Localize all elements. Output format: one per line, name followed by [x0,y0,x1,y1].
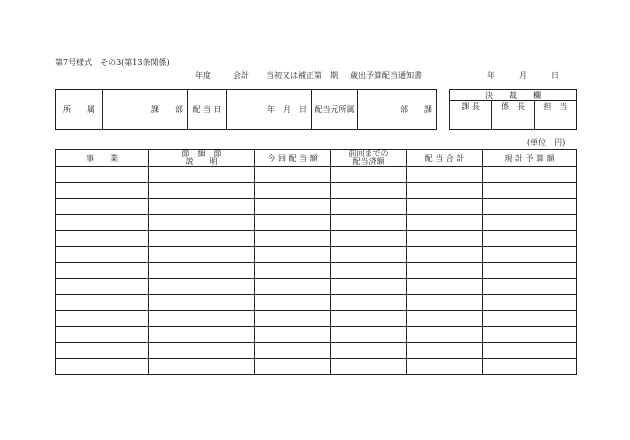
cell[interactable] [483,231,577,247]
cell[interactable] [255,247,331,263]
cell[interactable] [255,311,331,327]
cell[interactable] [56,279,149,295]
cell[interactable] [483,311,577,327]
cell[interactable] [56,359,149,375]
col-setsu [149,150,255,167]
cell[interactable] [483,359,577,375]
header-title: 歳出予算配当通知書 [350,71,422,80]
cell[interactable] [483,215,577,231]
cell[interactable] [56,167,149,183]
col-setsu-line2: 説 明 [185,157,218,166]
cell[interactable] [483,247,577,263]
cell[interactable] [149,167,255,183]
cell[interactable] [255,343,331,359]
info-kabu: 課 部 [103,90,188,130]
header-date-month: 月 [519,71,527,80]
cell[interactable] [407,215,483,231]
cell[interactable] [56,311,149,327]
cell[interactable] [331,183,407,199]
cell[interactable] [407,247,483,263]
approval-table [449,89,577,130]
cell[interactable] [407,231,483,247]
cell[interactable] [56,215,149,231]
cell[interactable] [56,343,149,359]
cell[interactable] [56,231,149,247]
col-zenkai-line1: 前回までの [348,149,389,158]
info-shozoku: 所 属 [56,90,103,130]
cell[interactable] [149,199,255,215]
cell[interactable] [149,231,255,247]
col-zenkai-line2: 配当済額 [352,157,385,166]
table-row [56,295,577,311]
cell[interactable] [331,359,407,375]
cell[interactable] [56,247,149,263]
cell[interactable] [149,343,255,359]
table-row [56,311,577,327]
table-row [56,231,577,247]
cell[interactable] [56,183,149,199]
info-haitou-bi: 配 当 日 [188,90,227,130]
approval-kakaricho: 係 長 [492,101,534,112]
cell[interactable] [483,295,577,311]
col-zenkai [331,150,407,167]
cell[interactable] [255,327,331,343]
cell[interactable] [255,295,331,311]
col-konkai: 今 回 配 当 額 [255,150,331,167]
approval-tanto-stamp[interactable] [534,112,576,130]
unit-label: (単位 円) [527,138,566,147]
table-row [56,343,577,359]
approval-tanto: 担 当 [534,101,576,112]
cell[interactable] [149,263,255,279]
col-goukei: 配 当 合 計 [407,150,483,167]
approval-title: 決 裁 欄 [450,90,577,101]
cell[interactable] [255,231,331,247]
approval-kacho-stamp[interactable] [450,112,492,130]
cell[interactable] [483,343,577,359]
cell[interactable] [407,343,483,359]
cell[interactable] [331,167,407,183]
cell[interactable] [149,183,255,199]
info-bu-ka: 部 課 [358,90,437,130]
cell[interactable] [483,327,577,343]
info-haitou-moto: 配当元所属 [312,90,358,130]
approval-kacho: 課 長 [450,101,492,112]
cell[interactable] [331,295,407,311]
cell[interactable] [56,295,149,311]
header-year: 年度 [195,71,211,80]
cell[interactable] [149,327,255,343]
cell[interactable] [149,247,255,263]
cell[interactable] [255,183,331,199]
table-row [56,167,577,183]
table-row [56,327,577,343]
table-row [56,183,577,199]
cell[interactable] [407,327,483,343]
cell[interactable] [56,327,149,343]
cell[interactable] [331,343,407,359]
cell[interactable] [407,295,483,311]
table-row [56,199,577,215]
info-table [55,89,437,130]
table-row [56,215,577,231]
cell[interactable] [407,359,483,375]
table-row [56,359,577,375]
budget-table [55,149,577,375]
cell[interactable] [331,327,407,343]
header-account: 会計 [233,71,249,80]
table-row [56,263,577,279]
cell[interactable] [407,263,483,279]
cell[interactable] [149,279,255,295]
cell[interactable] [255,215,331,231]
cell[interactable] [56,199,149,215]
header-date-day: 日 [551,71,559,80]
cell[interactable] [149,311,255,327]
header-revision: 当初又は補正第 期 [266,71,338,80]
cell[interactable] [331,247,407,263]
cell[interactable] [149,295,255,311]
cell[interactable] [407,183,483,199]
approval-kakaricho-stamp[interactable] [492,112,534,130]
table-row [56,247,577,263]
cell[interactable] [331,199,407,215]
cell[interactable] [56,263,149,279]
cell[interactable] [483,183,577,199]
cell[interactable] [407,311,483,327]
cell[interactable] [149,359,255,375]
cell[interactable] [407,199,483,215]
cell[interactable] [255,279,331,295]
table-row [56,279,577,295]
cell[interactable] [483,199,577,215]
header-date-year: 年 [487,71,495,80]
cell[interactable] [331,311,407,327]
cell[interactable] [407,279,483,295]
cell[interactable] [483,279,577,295]
cell[interactable] [407,167,483,183]
col-setsu-line1: 節 細 節 [181,149,222,158]
cell[interactable] [331,231,407,247]
cell[interactable] [331,279,407,295]
cell[interactable] [149,215,255,231]
cell[interactable] [483,167,577,183]
cell[interactable] [483,263,577,279]
cell[interactable] [255,167,331,183]
cell[interactable] [255,359,331,375]
cell[interactable] [331,263,407,279]
col-jigyo: 事 業 [56,150,149,167]
col-genkei: 現 計 予 算 額 [483,150,577,167]
cell[interactable] [255,199,331,215]
cell[interactable] [255,263,331,279]
info-date: 年 月 日 [227,90,312,130]
form-label: 第7号様式 その3(第13条関係) [55,58,170,67]
cell[interactable] [331,215,407,231]
